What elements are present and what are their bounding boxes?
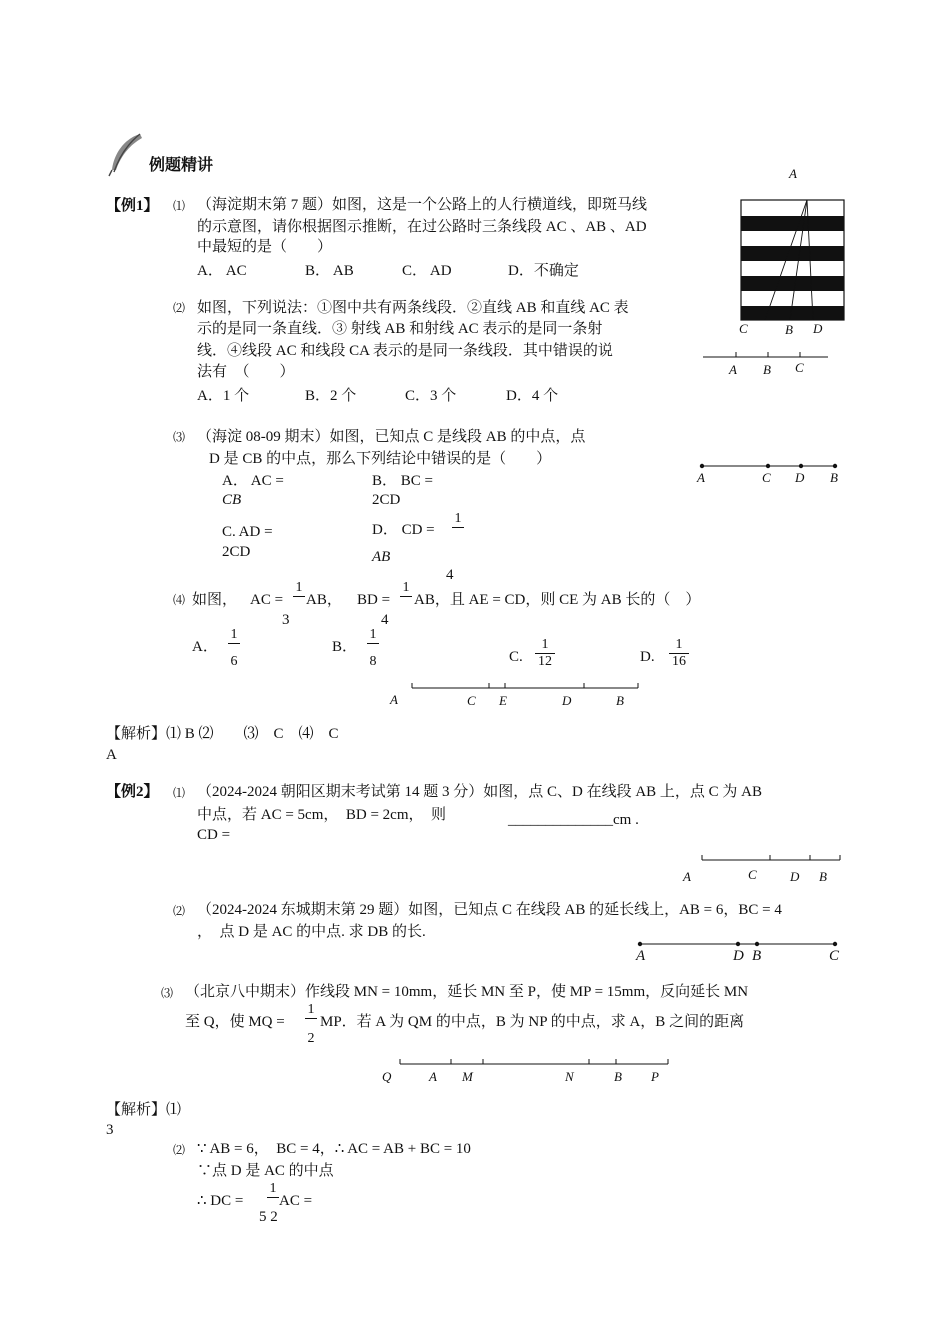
q1-number: ⑴	[173, 199, 186, 213]
answer-ex1: 【解析】⑴ B ⑵ ⑶ C ⑷ C	[106, 726, 339, 742]
label-p: P	[651, 1069, 659, 1084]
ex2-q1-line1: （2024-2024 朝阳区期末考试第 14 题 3 分）如图，点 C、D 在线段 AB 上，点 C 为 AB	[197, 784, 763, 800]
answer-ex1-cont: A	[106, 747, 117, 763]
section-title: 例题精讲	[149, 157, 214, 174]
label-b: B	[752, 948, 762, 964]
q4-fraction-2: 1	[400, 580, 412, 597]
label-n: N	[565, 1069, 574, 1084]
q4-text-bd: BD =	[357, 592, 391, 608]
label-b: B	[830, 470, 838, 485]
q4-option-b-fraction: 1 8	[367, 627, 379, 670]
ex2-q3-line2b: MP．若 A 为 QM 的中点，B 为 NP 的中点，求 A，B 之间的距离	[320, 1014, 745, 1030]
zebra-label-b: B	[785, 322, 793, 337]
ex2-q1-blank: ______________cm .	[508, 812, 639, 828]
label-c: C	[795, 360, 804, 375]
label-d: D	[790, 869, 800, 884]
q1-option-a: A． AC	[197, 263, 247, 279]
example-2-tag: 【例2】	[106, 784, 159, 800]
q1-line3: 中最短的是（ ）	[197, 239, 333, 255]
zebra-label-c: C	[739, 321, 748, 336]
label-a: A	[697, 470, 705, 485]
label-d: D	[562, 693, 572, 708]
label-m: M	[462, 1069, 473, 1084]
answer-ex2-cont: 3	[106, 1122, 114, 1138]
line-acdb2-figure	[680, 850, 845, 886]
q4-fraction-1-den: 3	[282, 612, 290, 628]
q3-option-c: C. AD =	[222, 524, 273, 540]
q3-option-d: D． CD =	[372, 522, 435, 538]
q2-number: ⑵	[173, 301, 186, 315]
q4-option-a-label: A．	[192, 639, 218, 655]
solution-step-3: ∴ DC =	[197, 1193, 244, 1209]
line-acdb-figure	[695, 458, 845, 490]
ex2-q2-line2: ， 点 D 是 AC 的中点. 求 DB 的长.	[197, 924, 426, 940]
q3-number: ⑶	[173, 430, 186, 444]
ex2-q3-number: ⑶	[161, 986, 174, 1000]
q2-option-b: B．2 个	[305, 388, 357, 404]
line-abc-figure	[700, 346, 834, 380]
label-d: D	[733, 948, 744, 964]
ex2-q2-line1: （2024-2024 东城期末第 29 题）如图，已知点 C 在线段 AB 的延长线上，AB = 6，BC = 4	[197, 902, 782, 918]
q3-option-c-cont: 2CD	[222, 544, 251, 560]
label-q: Q	[382, 1069, 392, 1084]
ex2-q3-line1: （北京八中期末）作线段 MN = 10mm，延长 MN 至 P，使 MP = 15mm，反向延长 MN	[185, 984, 749, 1000]
q4-fraction-2-den: 4	[381, 612, 389, 628]
ex2-q1-number: ⑴	[173, 786, 186, 800]
line-qamnbp-figure	[378, 1056, 673, 1088]
q3-line2: D 是 CB 的中点，那么下列结论中错误的是（ ）	[209, 451, 552, 467]
zebra-label-a: A	[789, 166, 797, 181]
q1-option-b: B． AB	[305, 263, 354, 279]
label-a: A	[729, 362, 737, 377]
ex2-q1-line2: 中点，若 AC = 5cm， BD = 2cm， 则	[197, 807, 446, 823]
q1-option-d: D．不确定	[508, 263, 579, 279]
label-b: B	[819, 869, 827, 884]
solution-fraction: 1	[267, 1181, 279, 1198]
answer-ex2: 【解析】⑴	[106, 1102, 182, 1118]
q2-option-d: D．4 个	[506, 388, 559, 404]
example-1-tag: 【例1】	[106, 198, 159, 214]
q4-option-d-fraction: 1 16	[669, 637, 689, 670]
q3-option-a-cont: CB	[222, 492, 242, 508]
q3-option-d-fraction: 1	[452, 511, 464, 528]
q2-line2: 示的是同一条直线．③ 射线 AB 和射线 AC 表示的是同一条射	[197, 321, 603, 337]
q4-option-c-fraction: 1 12	[535, 637, 555, 670]
q4-text-ac: AC =	[250, 592, 284, 608]
label-e: E	[499, 693, 507, 708]
q4-text-1: 如图，	[192, 592, 238, 608]
label-c: C	[467, 693, 476, 708]
q4-number: ⑷	[173, 593, 186, 607]
q2-line4: 法有 （ ）	[197, 364, 295, 380]
q4-option-d-label: D.	[640, 649, 655, 665]
zebra-label-d: D	[813, 321, 823, 336]
line-adbc-figure	[633, 934, 845, 966]
q2-line3: 线．④线段 AC 和线段 CA 表示的是同一条线段．其中错误的说	[197, 343, 613, 359]
label-c: C	[748, 867, 757, 882]
zebra-crossing-figure	[735, 163, 850, 343]
label-c: C	[762, 470, 771, 485]
label-b: B	[616, 693, 624, 708]
label-a: A	[683, 869, 691, 884]
label-a: A	[636, 948, 646, 964]
solution-number: ⑵	[173, 1143, 186, 1157]
q4-option-c-label: C.	[509, 649, 523, 665]
q4-text-rest: AB，且 AE = CD，则 CE 为 AB 长的（ ）	[414, 592, 701, 608]
ex2-q2-number: ⑵	[173, 904, 186, 918]
ex2-q3-line2a: 至 Q，使 MQ =	[185, 1014, 285, 1030]
label-a: A	[429, 1069, 437, 1084]
feather-icon	[104, 130, 146, 178]
q4-option-b-label: B．	[332, 639, 358, 655]
label-c: C	[829, 948, 840, 964]
q4-fraction-1: 1	[293, 580, 305, 597]
q1-line1: （海淀期末第 7 题）如图，这是一个公路上的人行横道线，即斑马线	[197, 197, 648, 213]
line-acedb-figure	[385, 680, 645, 712]
label-a: A	[390, 692, 398, 707]
q3-option-d-den: 4	[446, 567, 454, 583]
q3-option-b-cont: 2CD	[372, 492, 401, 508]
ex2-q1-line3: CD =	[197, 827, 231, 843]
ex2-q3-fraction: 1 2	[305, 1002, 317, 1047]
q2-option-a: A．1 个	[197, 388, 250, 404]
solution-step-2: ∵点 D 是 AC 的中点	[197, 1163, 334, 1179]
q4-option-a-fraction: 1 6	[228, 627, 240, 670]
solution-fraction-den: 5 2	[259, 1209, 278, 1225]
q3-option-d-cont: AB	[372, 549, 391, 565]
q1-option-c: C． AD	[402, 263, 452, 279]
solution-step-1: ∵ AB = 6， BC = 4，∴ AC = AB + BC = 10	[197, 1141, 471, 1157]
label-b: B	[614, 1069, 622, 1084]
q2-line1: 如图，下列说法：①图中共有两条线段．②直线 AB 和直线 AC 表	[197, 300, 629, 316]
q3-option-a: A． AC =	[222, 473, 284, 489]
q2-option-c: C．3 个	[405, 388, 457, 404]
q3-option-b: B． BC =	[372, 473, 433, 489]
q1-line2: 的示意图，请你根据图示推断，在过公路时三条线段 AC 、AB 、AD	[197, 219, 647, 235]
solution-step-3b: AC =	[279, 1193, 313, 1209]
q4-text-ab1: AB，	[306, 592, 342, 608]
q3-line1: （海淀 08-09 期末）如图，已知点 C 是线段 AB 的中点，点	[197, 429, 586, 445]
label-b: B	[763, 362, 771, 377]
label-d: D	[795, 470, 805, 485]
